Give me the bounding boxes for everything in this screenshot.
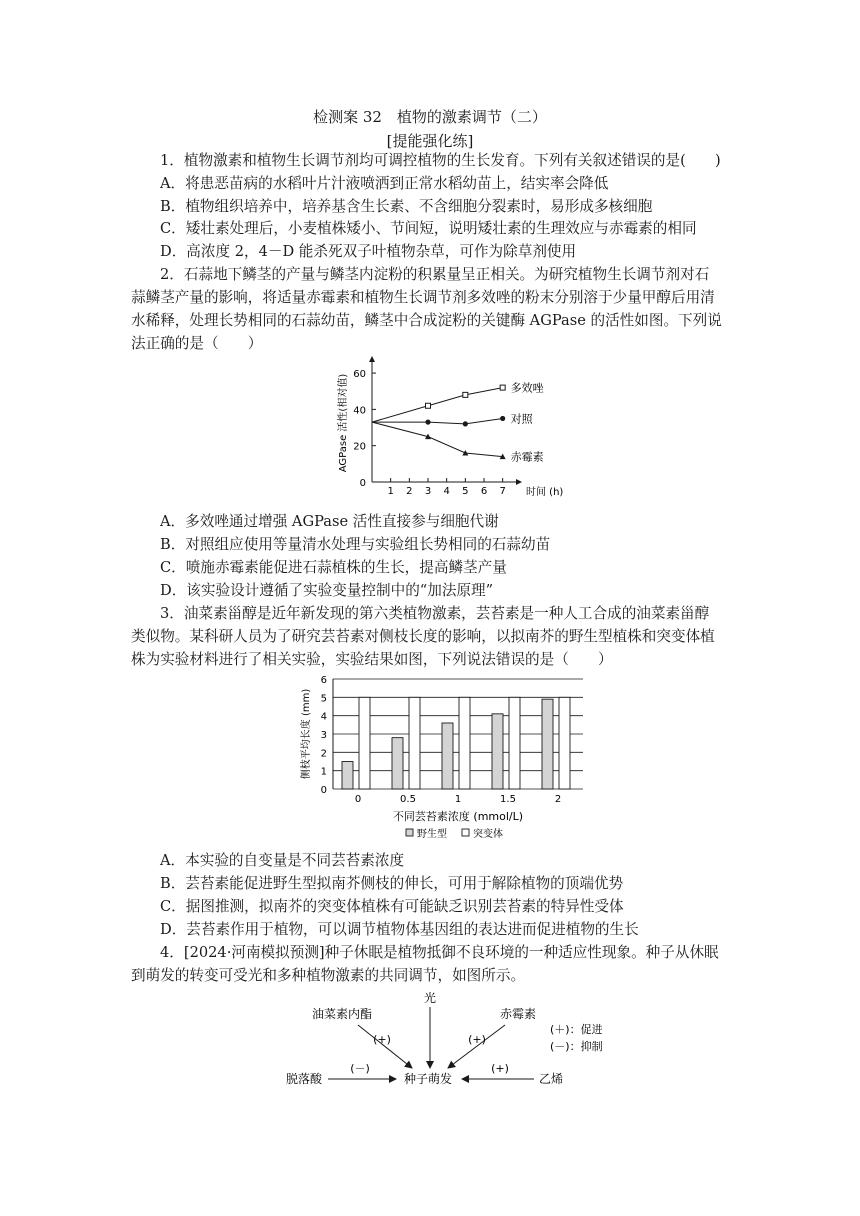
q1-stem: 1．植物激素和植物生长调节剂均可调控植物的生长发育。下列有关叙述错误的是( ) — [160, 152, 721, 169]
y-axis-label: AGPase 活性(相对值) — [338, 373, 349, 473]
x-tick-label: 1 — [454, 794, 462, 805]
legend-swatch — [462, 829, 469, 836]
side-branch-bar-chart — [295, 673, 615, 845]
series-line-赤霉素 — [372, 422, 503, 456]
q3-stem-line: 类似物。某科研人员为了研究芸苔素对侧枝长度的影响，以拟南芥的野生型植株和突变体植 — [131, 628, 715, 645]
q1-option-d: D．高浓度 2，4－D 能杀死双子叶植物杂草，可作为除草剂使用 — [160, 243, 577, 260]
legend-inhibit: (－)：抑制 — [550, 1040, 603, 1053]
q2-option-d: D．该实验设计遵循了实验变量控制中的“加法原理” — [160, 582, 494, 599]
bar-突变体 — [559, 697, 570, 789]
q1-option-c: C．矮壮素处理后，小麦植株矮小、节间短，说明矮壮素的生理效应与赤霉素的相同 — [160, 220, 697, 237]
y-tick-label: 2 — [320, 748, 327, 760]
legend-label: 野生型 — [417, 829, 447, 840]
legend-label: 突变体 — [473, 829, 503, 840]
x-tick-label: 1 — [387, 486, 394, 497]
aba-label: 脱落酸 — [285, 1072, 323, 1086]
brassinolide-effect: (+) — [373, 1033, 391, 1046]
q2-option-c: C．喷施赤霉素能促进石蒜植株的生长，提高鳞茎产量 — [160, 559, 507, 576]
q2-option-b: B．对照组应使用等量清水处理与实验组长势相同的石蒜幼苗 — [160, 536, 551, 553]
data-point — [463, 421, 468, 426]
bar-突变体 — [459, 697, 470, 789]
q3-option-d: D．芸苔素作用于植物，可以调节植物体基因组的表达进而促进植物的生长 — [160, 921, 639, 938]
q3-stem-line: 株为实验材料进行了相关实验，实验结果如图，下列说法错误的是（ ） — [131, 651, 613, 668]
bar-野生型 — [492, 714, 503, 789]
q3-option-b: B．芸苔素能促进野生型拟南芥侧枝的伸长，可用于解除植物的顶端优势 — [160, 875, 624, 892]
x-tick-label: 3 — [424, 486, 432, 497]
y-tick-label: 1 — [320, 766, 327, 778]
agpase-line-chart — [330, 355, 570, 505]
gibberellin-effect: (+) — [468, 1033, 486, 1046]
data-point — [426, 403, 431, 408]
y-tick-label: 0 — [359, 478, 366, 489]
y-tick-label: 40 — [353, 405, 366, 417]
q1-option-b: B．植物组织培养中，培养基含生长素、不含细胞分裂素时，易形成多核细胞 — [160, 198, 653, 215]
legend-promote: (＋)：促进 — [550, 1023, 603, 1036]
y-axis-label: 侧枝平均长度 (mm) — [301, 688, 312, 780]
q3-option-a: A．本实验的自变量是不同芸苔素浓度 — [160, 852, 405, 869]
x-tick-label: 5 — [462, 486, 469, 497]
page-title: 检测案 32 植物的激素调节（二） — [313, 108, 547, 126]
x-tick-label: 2 — [406, 486, 413, 497]
q2-stem-line: 2．石蒜地下鳞茎的产量与鳞茎内淀粉的积累量呈正相关。为研究植物生长调节剂对石 — [160, 266, 710, 283]
y-axis-arrow — [369, 356, 375, 362]
x-tick-label: 6 — [480, 486, 488, 497]
x-axis-label: 时间 (h) — [526, 487, 564, 498]
gibberellin-label: 赤霉素 — [499, 1007, 537, 1021]
aba-effect: (－) — [350, 1062, 370, 1075]
bar-野生型 — [392, 738, 403, 789]
legend-swatch — [406, 829, 413, 836]
q4-stem-line: 4．[2024·河南模拟预测]种子休眠是植物抵御不良环境的一种适应性现象。种子从休眠 — [160, 944, 719, 961]
bar-野生型 — [542, 699, 553, 789]
bar-野生型 — [442, 723, 453, 789]
x-tick-label: 7 — [499, 486, 506, 497]
series-line-多效唑 — [372, 388, 503, 422]
y-tick-label: 60 — [353, 369, 366, 381]
series-label: 对照 — [510, 412, 533, 426]
x-tick-label: 2 — [554, 794, 562, 805]
q1-option-a: A．将患恶苗病的水稻叶片汁液喷洒到正常水稻幼苗上，结实率会降低 — [160, 175, 609, 192]
q3-option-c: C．据图推测，拟南芥的突变体植株有可能缺乏识别芸苔素的特异性受体 — [160, 898, 624, 915]
ethylene-label: 乙烯 — [538, 1072, 564, 1086]
bar-突变体 — [359, 697, 370, 789]
y-tick-label: 0 — [320, 785, 327, 796]
ethylene-effect: (+) — [491, 1062, 509, 1075]
data-point — [500, 385, 505, 390]
y-tick-label: 4 — [320, 711, 327, 723]
bar-突变体 — [509, 697, 520, 789]
germination-label: 种子萌发 — [403, 1072, 453, 1086]
data-point — [463, 392, 468, 397]
q4-stem-line: 到萌发的转变可受光和多种植物激素的共同调节，如图所示。 — [131, 967, 526, 984]
q2-option-a: A．多效唑通过增强 AGPase 活性直接参与细胞代谢 — [160, 513, 499, 530]
x-axis-arrow — [516, 479, 522, 485]
series-line-对照 — [372, 418, 503, 423]
x-axis-label: 不同芸苔素浓度 (mmol/L) — [392, 810, 524, 823]
y-tick-label: 5 — [320, 693, 327, 705]
y-tick-label: 3 — [320, 730, 327, 741]
data-point — [425, 419, 430, 424]
y-tick-label: 20 — [353, 441, 366, 453]
page-subtitle: [提能强化练] — [386, 132, 474, 150]
x-tick-label: 1.5 — [500, 794, 516, 805]
x-tick-label: 4 — [443, 486, 450, 497]
q2-stem-line: 蒜鳞茎产量的影响，将适量赤霉素和植物生长调节剂多效唑的粉末分别溶于少量甲醇后用清 — [131, 289, 715, 306]
q2-stem-line: 法正确的是（ ） — [131, 335, 263, 352]
y-tick-label: 6 — [320, 675, 327, 686]
data-point — [500, 416, 505, 421]
germination-regulation-diagram — [270, 985, 650, 1095]
series-label: 赤霉素 — [510, 450, 544, 464]
q2-stem-line: 水稀释，处理长势相同的石蒜幼苗，鳞茎中合成淀粉的关键酶 AGPase 的活性如图。下列说 — [131, 312, 722, 329]
series-label: 多效唑 — [510, 381, 544, 395]
light-label: 光 — [423, 991, 437, 1005]
bar-突变体 — [409, 697, 420, 789]
brassinolide-label: 油菜素内酯 — [311, 1007, 373, 1021]
x-tick-label: 0 — [354, 794, 362, 805]
x-tick-label: 0.5 — [400, 794, 416, 805]
bar-野生型 — [342, 762, 353, 790]
q3-stem-line: 3．油菜素甾醇是近年新发现的第六类植物激素，芸苔素是一种人工合成的油菜素甾醇 — [160, 605, 710, 622]
